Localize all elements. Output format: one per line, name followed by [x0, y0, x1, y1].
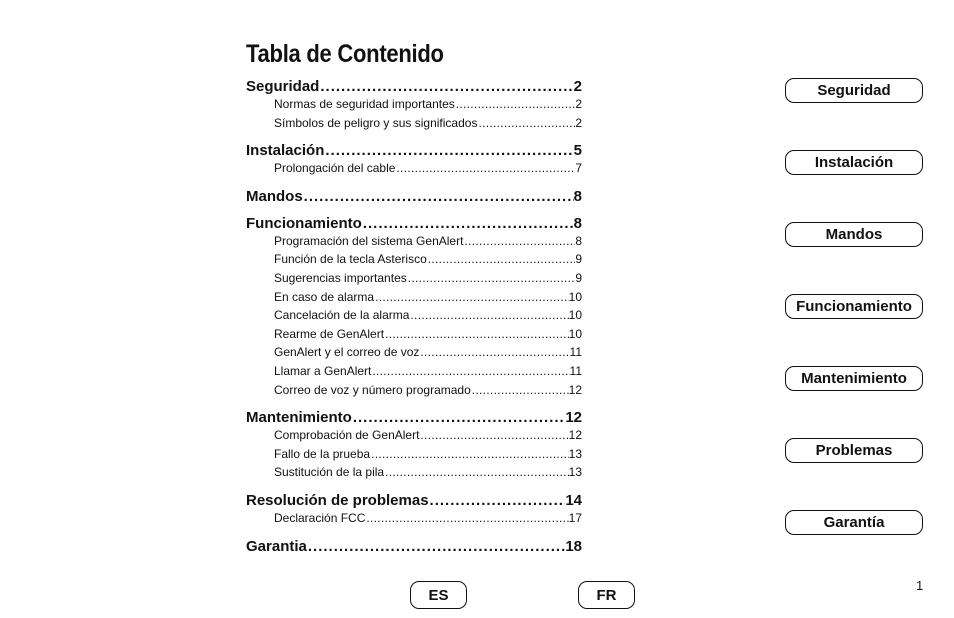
- toc-subsection-label: Programación del sistema GenAlert: [274, 233, 464, 248]
- toc-section-label: Mandos: [246, 187, 303, 205]
- toc-leader-dots: [371, 447, 569, 461]
- page-number: 1: [916, 578, 924, 593]
- toc-section[interactable]: [246, 215, 582, 234]
- tab-2[interactable]: Instalación: [785, 150, 923, 175]
- toc-leader-dots: [385, 465, 569, 479]
- toc-leader-dots: [420, 345, 569, 359]
- tab-7[interactable]: Garantía: [785, 510, 923, 535]
- toc-subsection[interactable]: [274, 428, 582, 447]
- toc-subsection[interactable]: [274, 234, 582, 253]
- toc-subsection[interactable]: [274, 308, 582, 327]
- toc-section[interactable]: [246, 78, 582, 97]
- toc-leader-dots: [456, 97, 576, 111]
- toc-leader-dots: [372, 364, 569, 378]
- toc-section[interactable]: [246, 409, 582, 428]
- toc-subsection[interactable]: [274, 161, 582, 180]
- toc-leader-dots: [478, 116, 575, 130]
- toc-section-label: Seguridad: [246, 78, 320, 95]
- toc-leader-dots: [375, 290, 569, 304]
- toc-subsection[interactable]: [274, 465, 582, 484]
- lang-fr-button[interactable]: FR: [578, 581, 635, 609]
- tab-4[interactable]: Funcionamiento: [785, 294, 923, 319]
- toc-leader-dots: [320, 78, 573, 95]
- toc-subsection-page: 9: [575, 252, 582, 267]
- toc-leader-dots: [420, 428, 568, 442]
- toc-subsection-label: Prolongación del cable: [274, 161, 396, 176]
- toc-subsection-page: 10: [568, 308, 582, 323]
- toc-leader-dots: [366, 511, 568, 525]
- toc-subsection-label: Sustitución de la pila: [274, 465, 385, 480]
- toc-section[interactable]: [246, 538, 582, 557]
- toc-subsection-label: Sugerencias importantes: [274, 270, 407, 285]
- toc-subsection[interactable]: [274, 97, 582, 116]
- toc-section-page: 12: [565, 409, 582, 427]
- toc-section-label: Funcionamiento: [246, 214, 362, 232]
- toc-subsection-page: 10: [568, 326, 582, 341]
- toc-leader-dots: [472, 383, 569, 397]
- toc-subsection-page: 10: [568, 289, 582, 304]
- toc-subsection-label: Llamar a GenAlert: [274, 363, 372, 378]
- table-of-contents: [246, 78, 582, 557]
- toc-leader-dots: [325, 142, 573, 159]
- lang-es-button[interactable]: ES: [410, 581, 467, 609]
- toc-subsection[interactable]: [274, 271, 582, 290]
- toc-subsection-page: 13: [568, 465, 582, 480]
- toc-subsection[interactable]: [274, 364, 582, 383]
- toc-subsection[interactable]: [274, 345, 582, 364]
- toc-leader-dots: [430, 492, 566, 509]
- toc-subsection-label: Rearme de GenAlert: [274, 326, 385, 341]
- toc-subsection[interactable]: [274, 447, 582, 466]
- toc-subsection[interactable]: [274, 383, 582, 402]
- toc-subsection[interactable]: [274, 511, 582, 530]
- toc-section-page: 8: [573, 187, 582, 205]
- toc-section-label: Garantia: [246, 537, 307, 555]
- toc-subsection-label: En caso de alarma: [274, 289, 375, 304]
- toc-subsection[interactable]: [274, 116, 582, 135]
- toc-subsection-label: GenAlert y el correo de voz: [274, 345, 420, 360]
- toc-section-page: 5: [573, 142, 582, 160]
- toc-subsection-page: 11: [569, 363, 582, 378]
- toc-section[interactable]: [246, 492, 582, 511]
- toc-subsection-label: Declaración FCC: [274, 510, 366, 525]
- toc-subsection-label: Función de la tecla Asterisco: [274, 252, 427, 267]
- toc-leader-dots: [428, 252, 576, 266]
- toc-section-page: 2: [573, 78, 582, 95]
- toc-section[interactable]: [246, 142, 582, 161]
- toc-leader-dots: [304, 188, 574, 205]
- toc-subsection-page: 13: [568, 446, 582, 461]
- toc-subsection[interactable]: [274, 327, 582, 346]
- toc-subsection-label: Normas de seguridad importantes: [274, 97, 455, 111]
- tab-5[interactable]: Mantenimiento: [785, 366, 923, 391]
- tab-1[interactable]: Seguridad: [785, 78, 923, 103]
- toc-subsection-page: 7: [575, 161, 582, 176]
- toc-leader-dots: [308, 538, 565, 555]
- toc-section-label: Resolución de problemas: [246, 491, 429, 509]
- toc-subsection-page: 12: [568, 382, 582, 397]
- toc-subsection-page: 2: [575, 97, 582, 111]
- toc-subsection-label: Fallo de la prueba: [274, 446, 371, 461]
- toc-section[interactable]: [246, 188, 582, 207]
- toc-subsection-label: Cancelación de la alarma: [274, 308, 410, 323]
- toc-subsection[interactable]: [274, 290, 582, 309]
- toc-leader-dots: [410, 308, 568, 322]
- toc-subsection[interactable]: [274, 252, 582, 271]
- toc-subsection-page: 9: [575, 270, 582, 285]
- tab-3[interactable]: Mandos: [785, 222, 923, 247]
- toc-subsection-page: 17: [568, 510, 582, 525]
- toc-subsection-page: 2: [575, 115, 582, 130]
- toc-leader-dots: [353, 409, 565, 426]
- toc-subsection-page: 8: [575, 233, 582, 248]
- toc-leader-dots: [363, 215, 574, 232]
- toc-leader-dots: [408, 271, 576, 285]
- toc-section-page: 18: [565, 537, 582, 555]
- toc-subsection-label: Comprobación de GenAlert: [274, 428, 420, 443]
- toc-section-label: Mantenimiento: [246, 409, 352, 427]
- toc-subsection-page: 11: [569, 345, 582, 360]
- toc-subsection-label: Símbolos de peligro y sus significados: [274, 115, 478, 130]
- toc-leader-dots: [385, 327, 569, 341]
- toc-subsection-page: 12: [568, 428, 582, 443]
- toc-subsection-label: Correo de voz y número programado: [274, 382, 471, 397]
- toc-section-page: 8: [573, 214, 582, 232]
- toc-section-label: Instalación: [246, 142, 325, 160]
- page-title: Tabla de Contenido: [246, 40, 444, 68]
- toc-leader-dots: [464, 234, 575, 248]
- toc-section-page: 14: [565, 491, 582, 509]
- toc-leader-dots: [396, 161, 575, 175]
- tab-6[interactable]: Problemas: [785, 438, 923, 463]
